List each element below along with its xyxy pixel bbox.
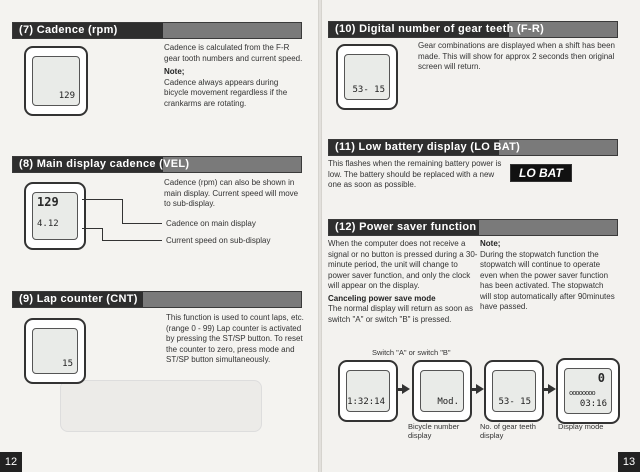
section-12-note-label: Note; bbox=[480, 239, 501, 248]
display-mode-dots: oooooooo bbox=[569, 389, 595, 397]
clock-lcd-value: 1:32:14 bbox=[347, 397, 385, 407]
section-8-header bbox=[12, 156, 302, 173]
cadence-lcd-value: 129 bbox=[58, 91, 75, 101]
lcd-main-value: 129 bbox=[37, 195, 59, 209]
callout-line-cadence-h2 bbox=[122, 223, 162, 224]
callout-line-speed bbox=[82, 228, 102, 229]
section-11-title: (11) Low battery display (LO BAT) bbox=[335, 141, 521, 153]
section-11-body: This flashes when the remaining battery power is low. The battery should be replaced with a new one as soon as possible. bbox=[328, 159, 502, 189]
lcd-sub-value: 4.12 bbox=[37, 219, 59, 229]
bicycle-number-lcd bbox=[412, 360, 472, 422]
section-12-note-text: During the stopwatch function the stopwatch will continue to operate even when the power saver function has been activated. The stopwatch will stop automatically after 90minutes have passed. bbox=[480, 249, 615, 311]
section-10-title: (10) Digital number of gear teeth (F-R) bbox=[335, 23, 545, 35]
right-page bbox=[322, 0, 640, 472]
cadence-lcd bbox=[24, 46, 88, 116]
section-7-header bbox=[12, 22, 302, 39]
section-8-body: Cadence (rpm) can also be shown in main display. Current speed will move to sub-display. bbox=[164, 178, 299, 208]
arrow-right-icon bbox=[402, 384, 410, 394]
section-9-title: (9) Lap counter (CNT) bbox=[19, 293, 138, 305]
caption-bicycle: Bicycle number display bbox=[408, 422, 460, 440]
display-mode-top: 0 bbox=[597, 371, 605, 385]
power-save-clock-lcd bbox=[338, 360, 398, 422]
cancel-label: Canceling power save mode bbox=[328, 293, 436, 303]
display-mode-bottom: 03:16 bbox=[579, 399, 607, 409]
caption-display-mode: Display mode bbox=[558, 422, 604, 431]
gear-seq-lcd-value: 53- 15 bbox=[498, 397, 531, 407]
section-12-header bbox=[328, 219, 618, 236]
cancel-text: The normal display will return as soon as switch "A" or switch "B" is pressed. bbox=[328, 304, 473, 324]
section-7-note-label: Note; bbox=[164, 67, 185, 76]
left-page bbox=[0, 0, 318, 472]
gear-teeth-seq-lcd bbox=[484, 360, 544, 422]
section-7-note-text: Cadence always appears during bicycle movement regardless if the crankarms are rotating. bbox=[164, 77, 288, 108]
section-7-text: Cadence is calculated from the F-R gear tooth numbers and current speed. bbox=[164, 43, 303, 63]
arrow-right-icon bbox=[476, 384, 484, 394]
section-12-col2 bbox=[480, 239, 616, 313]
section-12-title: (12) Power saver function bbox=[335, 221, 477, 233]
page-number-right: 13 bbox=[618, 452, 640, 472]
label-cadence-main: Cadence on main display bbox=[166, 219, 256, 228]
lo-bat-badge: LO BAT bbox=[510, 164, 572, 182]
bicycle-lcd-value: Mod. bbox=[437, 397, 459, 407]
display-mode-lcd bbox=[556, 358, 620, 424]
section-10-header bbox=[328, 21, 618, 38]
section-8-title: (8) Main display cadence (VEL) bbox=[19, 158, 190, 170]
callout-line-cadence bbox=[82, 199, 122, 200]
section-12-text: When the computer does not receive a signal or no button is pressed during a 30-minute period, the unit will change to power saver function, and only the clock will appear on the display. bbox=[328, 239, 478, 290]
callout-line-cadence-v bbox=[122, 199, 123, 223]
lap-counter-lcd bbox=[24, 318, 86, 384]
section-10-body: Gear combinations are displayed when a shift has been made. This will show for approx 2 seconds then original screen will return. bbox=[418, 41, 616, 71]
section-7-body bbox=[164, 43, 304, 109]
caption-gear: No. of gear teeth display bbox=[480, 422, 536, 440]
gear-teeth-lcd-value: 53- 15 bbox=[352, 85, 385, 95]
gear-teeth-lcd bbox=[336, 44, 398, 110]
page-number-left: 12 bbox=[0, 452, 22, 472]
section-9-body: This function is used to count laps, etc. (range 0 - 99) Lap counter is activated by pressing the ST/SP button. To reset the counter to zero, press mode and ST/SP button simultaneously. bbox=[166, 313, 304, 364]
callout-line-speed-h2 bbox=[102, 240, 162, 241]
section-12-col1 bbox=[328, 239, 478, 325]
main-display-cadence-lcd bbox=[24, 182, 86, 250]
label-speed-sub: Current speed on sub-display bbox=[166, 236, 271, 245]
lap-counter-lcd-value: 15 bbox=[62, 359, 73, 369]
section-7-title: (7) Cadence (rpm) bbox=[19, 24, 118, 36]
section-9-header bbox=[12, 291, 302, 308]
switch-label: Switch "A" or switch "B" bbox=[372, 348, 451, 357]
section-11-header bbox=[328, 139, 618, 156]
arrow-right-icon bbox=[548, 384, 556, 394]
bleed-through-shape bbox=[60, 380, 262, 432]
callout-line-speed-v bbox=[102, 228, 103, 240]
